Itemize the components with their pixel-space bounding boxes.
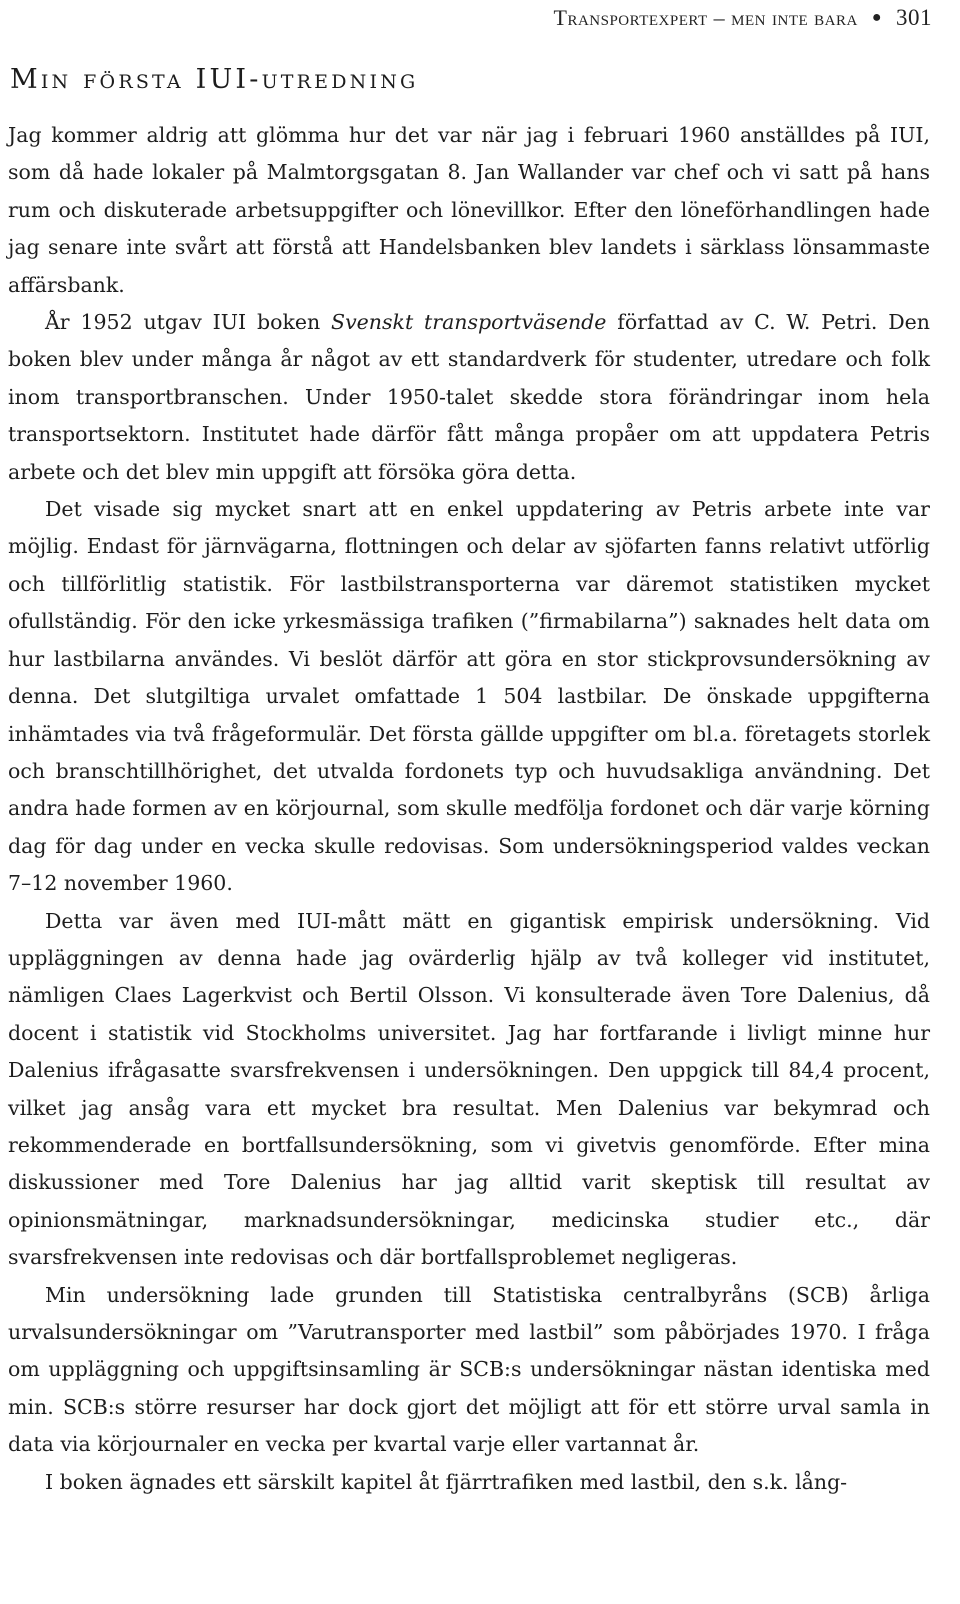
bullet-separator-icon: ● [871, 9, 882, 26]
paragraph-2-end: författad av C. W. Petri. Den boken blev under många år något av ett standardverk för studenter, utredare och folk inom transportbranschen. Under 1950-talet skedde stora förändringar inom hela transportsektorn. Institutet hade därför fått många propåer om att uppdatera Petris arbete och det blev min uppgift att försöka göra detta. [8, 310, 931, 484]
paragraph-5: Min undersökning lade grunden till Statistiska centralbyråns (SCB) årliga urvalsundersökningar om ”Varutransporter med lastbil” som påbörjades 1970. I fråga om uppläggning och uppgiftsinsamling är SCB:s undersökningar nästan identiska med min. SCB:s större resurser har dock gjort det möjligt att för ett större urval samla in data via körjournaler en vecka per kvartal varje eller vartannat år. [8, 1282, 930, 1457]
paragraph-3: Det visade sig mycket snart att en enkel uppdatering av Petris arbete inte var möjlig. Endast för järnvägarna, flottningen och delar av sjöfarten fanns relativt utförlig och tillförlitlig statistik. För lastbilstransporterna var däremot statistiken mycket ofullständig. För den icke yrkesmässiga trafiken (”firmabilarna”) saknades helt data om hur lastbilarna användes. Vi beslöt därför att göra en stor stickprovsundersökning av denna. Det slutgiltiga urvalet omfattade 1 504 lastbilar. De önskade uppgifterna inhämtades via två frågeformulär. Det första gällde uppgifter om bl.a. företagets storlek och branschtillhörighet, det utvalda fordonets typ och huvudsakliga användning. Det andra hade formen av en körjournal, som skulle medfölja fordonet och där varje körning dag för dag under en vecka skulle redovisas. Som undersökningsperiod valdes veckan 7–12 november 1960. [8, 497, 930, 896]
book-title: Svenskt transportväsende [331, 310, 607, 335]
running-title: Transportexpert – men inte bara [553, 5, 858, 30]
paragraph-2 [8, 304, 930, 491]
section-title: Min första IUI-utredning [10, 64, 419, 95]
page-number: 301 [896, 5, 932, 30]
paragraph-1: Jag kommer aldrig att glömma hur det var när jag i februari 1960 anställdes på IUI, som då hade lokaler på Malmtorgsgatan 8. Jan Wallander var chef och vi satt på hans rum och diskuterade arbetsuppgifter och lönevillkor. Efter den löneförhandlingen hade jag senare inte svårt att förstå att Handelsbanken blev landets i särklass lönsammaste affärsbank. [8, 123, 930, 297]
paragraph-6: I boken ägnades ett särskilt kapitel åt fjärrtrafiken med lastbil, den s.k. lång- [45, 1469, 848, 1494]
running-header [554, 4, 933, 32]
paragraph-4: Detta var även med IUI-mått mätt en gigantisk empirisk undersökning. Vid uppläggningen av denna hade jag ovärderlig hjälp av två kolleger vid institutet, nämligen Claes Lagerkvist och Bertil Olsson. Vi konsulterade även Tore Dalenius, då docent i statistik vid Stockholms universitet. Jag har fortfarande i livligt minne hur Dalenius ifrågasatte svarsfrekvensen i undersökningen. Den uppgick till 84,4 procent, vilket jag ansåg vara ett mycket bra resultat. Men Dalenius var bekymrad och rekommenderade en bortfallsundersökning, som vi givetvis genomförde. Efter mina diskussioner med Tore Dalenius har jag alltid varit skeptisk till resultat av opinionsmätningar, marknadsundersökningar, medicinska studier etc., där svarsfrekvensen inte redovisas och där bortfallsproblemet negligeras. [8, 908, 930, 1270]
paragraph-2-start: År 1952 utgav IUI boken [45, 310, 332, 335]
body-text [8, 117, 930, 1501]
